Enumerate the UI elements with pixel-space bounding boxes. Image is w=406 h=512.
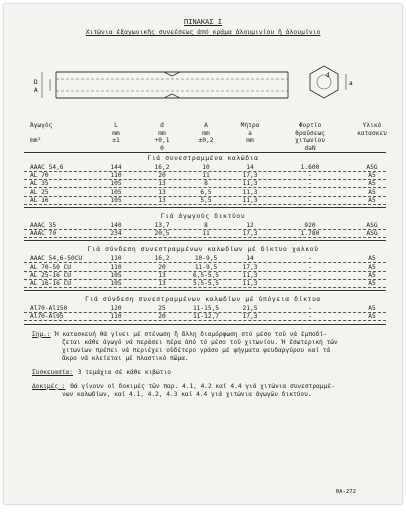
table-cell: 1.780 bbox=[300, 230, 320, 238]
table-cell: 16,2 bbox=[154, 164, 170, 171]
table-cell: 8 bbox=[204, 180, 208, 188]
fig-label-a: a bbox=[349, 80, 353, 87]
table-cell: 25 bbox=[158, 305, 166, 313]
table-cell: 16,2 bbox=[154, 255, 170, 263]
table-cell: 6,5-5,5 bbox=[192, 271, 220, 279]
table-cell: 11,3 bbox=[242, 180, 258, 188]
fig-label-d: d bbox=[326, 72, 330, 79]
table-cell: Al70-Al95 bbox=[30, 313, 64, 321]
table-cell: - bbox=[308, 196, 312, 204]
document-page bbox=[4, 4, 402, 504]
section-heading: Γιά συνεστραμμένα καλώδια bbox=[147, 154, 259, 162]
table-cell: 6,5 bbox=[200, 188, 212, 196]
table-cell: ΑSG bbox=[366, 230, 378, 238]
table-cell: AL 25-16 CU bbox=[30, 271, 71, 279]
table-cell: 13 bbox=[158, 196, 166, 204]
table-cell: 14 bbox=[246, 164, 254, 171]
header-cell: L bbox=[114, 122, 118, 129]
table-cell: 20 bbox=[158, 313, 166, 321]
table-cell: 11 bbox=[202, 230, 210, 238]
table-cell: 10-9,5 bbox=[194, 255, 218, 263]
header-cell: mm bbox=[246, 137, 254, 144]
row-rule bbox=[24, 320, 386, 321]
table-cell: 17,3 bbox=[242, 172, 258, 180]
header-cell: θραύσεως bbox=[295, 129, 325, 137]
header-cell: Υλικό bbox=[362, 122, 382, 129]
header-cell: ±0,2 bbox=[198, 137, 214, 144]
table-cell: 20 bbox=[158, 172, 166, 180]
table-cell: 110 bbox=[110, 313, 122, 321]
table-cell: 11,3 bbox=[242, 280, 258, 287]
header-cell: a bbox=[248, 129, 252, 137]
note-text: Θά γίνουν οἱ δοκιμές τῶν παρ. 4.1, 4.2 καί 4.4 γιά χιτώνια συνεστραμμέ- bbox=[70, 382, 335, 390]
note-text: Ἡ κατασκευή θά γίνει μέ στένωση ἢ ἄλλη διαμόρφωση στό μέσο τοῦ νά ἐμποδί- bbox=[55, 330, 327, 338]
note-text: νων καλωδίων, καί 4.1, 4.2, 4.3 καί 4.4 γιά χιτώνια ἀγωγῶν δικτύου. bbox=[62, 390, 312, 398]
table-cell: AL 16 bbox=[30, 196, 49, 204]
table-cell: 17,3 bbox=[242, 230, 258, 238]
header-cell: mm bbox=[158, 129, 166, 137]
table-cell: 920 bbox=[304, 222, 316, 229]
table-cell: Al70-Al150 bbox=[30, 305, 68, 313]
table-cell: AL 70 bbox=[30, 172, 49, 180]
table-cell: 12 bbox=[246, 222, 254, 229]
fig-label-D: D bbox=[34, 79, 38, 86]
table-cell: ΑΑΑC 35 bbox=[30, 222, 57, 229]
table-cell: 1.600 bbox=[300, 164, 320, 171]
table-cell: - bbox=[308, 305, 312, 313]
fig-label-A: A bbox=[34, 87, 38, 94]
table-cell: ΑΑΑC 54,6 bbox=[30, 164, 64, 171]
table-cell: 5,5-5,5 bbox=[192, 280, 220, 287]
table-cell: 21,5 bbox=[242, 305, 258, 313]
header-cell: mm bbox=[202, 129, 210, 137]
header-cell: Φορτίο bbox=[298, 122, 322, 129]
table-cell: 11-9,5 bbox=[194, 263, 218, 271]
table-cell: 14 bbox=[246, 255, 254, 263]
row-rule bbox=[24, 237, 386, 238]
table-cell: 5,5 bbox=[200, 196, 212, 204]
table-cell: - bbox=[308, 255, 312, 263]
table-cell: 11-12,7 bbox=[192, 313, 220, 321]
table-cell: ΑSG bbox=[366, 164, 378, 171]
table-cell: 13 bbox=[158, 271, 166, 279]
section-rule bbox=[24, 290, 386, 291]
table-cell: - bbox=[308, 263, 312, 271]
note-label: Δοκιμές : bbox=[32, 382, 66, 390]
table-cell: - bbox=[308, 313, 312, 321]
table-cell: Α5 bbox=[368, 188, 376, 196]
table-cell: 17,3 bbox=[242, 263, 258, 271]
header-cell: mm² bbox=[30, 137, 42, 144]
table-cell: Α5 bbox=[368, 255, 376, 263]
header-cell: +0,1 bbox=[154, 137, 170, 144]
table-cell: - bbox=[308, 188, 312, 196]
row-rule bbox=[24, 204, 386, 205]
document-code: ΘΑ-272 bbox=[335, 488, 356, 495]
table-cell: 105 bbox=[110, 188, 122, 196]
table-cell: Α5 bbox=[368, 180, 376, 188]
table-cell: - bbox=[308, 271, 312, 279]
note-text: ζεται κάθε ἀγωγό νά περάσει πέρα ἀπό τό μέσο τοῦ χιτωνίου. Ἡ ἐσωτερική τῶν bbox=[62, 338, 338, 346]
table-cell: 110 bbox=[110, 172, 122, 180]
note-text: 3 τεμάχια σέ κάθε κιβώτιο bbox=[77, 368, 171, 376]
table-cell: 13 bbox=[158, 180, 166, 188]
table-cell: 11,3 bbox=[242, 188, 258, 196]
table-cell: AL 35 bbox=[30, 180, 49, 188]
header-cell: A bbox=[204, 122, 208, 129]
table-cell: 17,3 bbox=[242, 313, 258, 321]
table-cell: 105 bbox=[110, 271, 122, 279]
table-cell: 11,3 bbox=[242, 196, 258, 204]
header-rule bbox=[24, 152, 386, 153]
table-cell: AL 25 bbox=[30, 188, 49, 196]
table-cell: - bbox=[308, 280, 312, 287]
table-cell: AL 70-50 CU bbox=[30, 263, 71, 271]
section-heading: Γιά σύνδεση συνεστραμμένων καλωδίων μέ δίκτυο χαλκοῦ bbox=[87, 245, 319, 254]
section-rule bbox=[24, 324, 386, 325]
table-cell: 110 bbox=[110, 263, 122, 271]
table-cell: 11,3 bbox=[242, 271, 258, 279]
section-rule bbox=[24, 207, 386, 208]
table-cell: Α5 bbox=[368, 196, 376, 204]
table-cell: 105 bbox=[110, 180, 122, 188]
header-cell: Μήτρα bbox=[240, 122, 260, 129]
table-cell: 105 bbox=[110, 280, 122, 287]
table-cell: 20,5 bbox=[154, 230, 170, 238]
table-cell: Α5 bbox=[368, 313, 376, 321]
table-cell: 11 bbox=[202, 172, 210, 180]
table-cell: 13 bbox=[158, 280, 166, 287]
note-text: ἄκρο νά κλείεται μέ πλαστικό πῶμα. bbox=[62, 354, 189, 362]
table-cell: ΑSG bbox=[366, 222, 378, 229]
table-cell: 20 bbox=[158, 263, 166, 271]
section-rule bbox=[24, 240, 386, 241]
table-cell: 120 bbox=[110, 305, 122, 313]
header-cell: χιτωνίου bbox=[295, 137, 325, 144]
header-cell: mm bbox=[112, 129, 120, 137]
table-cell: 140 bbox=[110, 222, 122, 229]
table-cell: 144 bbox=[110, 164, 122, 171]
table-cell: 8 bbox=[204, 222, 208, 229]
table-cell: Α5 bbox=[368, 271, 376, 279]
table-cell: Α5 bbox=[368, 172, 376, 180]
table-cell: Α5 bbox=[368, 280, 376, 287]
table-cell: 13,7 bbox=[154, 222, 170, 229]
table-cell: AL 16-16 CU bbox=[30, 280, 71, 287]
table-cell: ΑΑΑC 54,6-50CU bbox=[30, 255, 83, 263]
table-cell: 13 bbox=[158, 188, 166, 196]
header-cell: ±1 bbox=[112, 137, 120, 144]
table-cell: ΑΑΑC 70 bbox=[30, 230, 57, 238]
table-cell: - bbox=[308, 180, 312, 188]
header-cell: κατασκευ bbox=[357, 129, 387, 137]
note-label: Συσκευασία: bbox=[32, 368, 73, 376]
table-cell: Α5 bbox=[368, 263, 376, 271]
header-cell: 0 bbox=[160, 144, 164, 152]
row-rule bbox=[24, 287, 386, 288]
table-cell: 105 bbox=[110, 196, 122, 204]
table-cell: Α5 bbox=[368, 305, 376, 313]
note-label: Σημ.: bbox=[32, 330, 51, 338]
header-cell: Ἀγωγός bbox=[30, 122, 53, 129]
page-subtitle: Χιτώνια ἑξαγωνικῆς συνεέσεως ἀπό κράμα ἀλουμινίου ἢ ἀλουμίνιο bbox=[85, 28, 321, 36]
note-text: χιτωνίων πρέπει νά περιέχει οὐδέτερο γράσο μέ ψήγματα ψευδαργύρου καί τά bbox=[62, 346, 331, 354]
header-cell: daN bbox=[304, 144, 316, 152]
page-title: ΠΙΝΑΚΑΣ Ι bbox=[184, 18, 222, 26]
section-heading: Γιά ἀγωγούς δικτύου bbox=[160, 212, 246, 220]
section-heading: Γιά σύνδεση συνεστραμμένων καλωδίων μέ ὑπόγεια δίκτυα bbox=[85, 295, 321, 304]
table-cell: 11-15,5 bbox=[192, 305, 220, 313]
table-cell: - bbox=[308, 172, 312, 180]
table-cell: 10 bbox=[202, 164, 210, 171]
sleeve-drawing bbox=[28, 62, 368, 112]
table-cell: 234 bbox=[110, 230, 122, 238]
table-cell: 110 bbox=[110, 255, 122, 263]
header-cell: d bbox=[160, 122, 164, 129]
